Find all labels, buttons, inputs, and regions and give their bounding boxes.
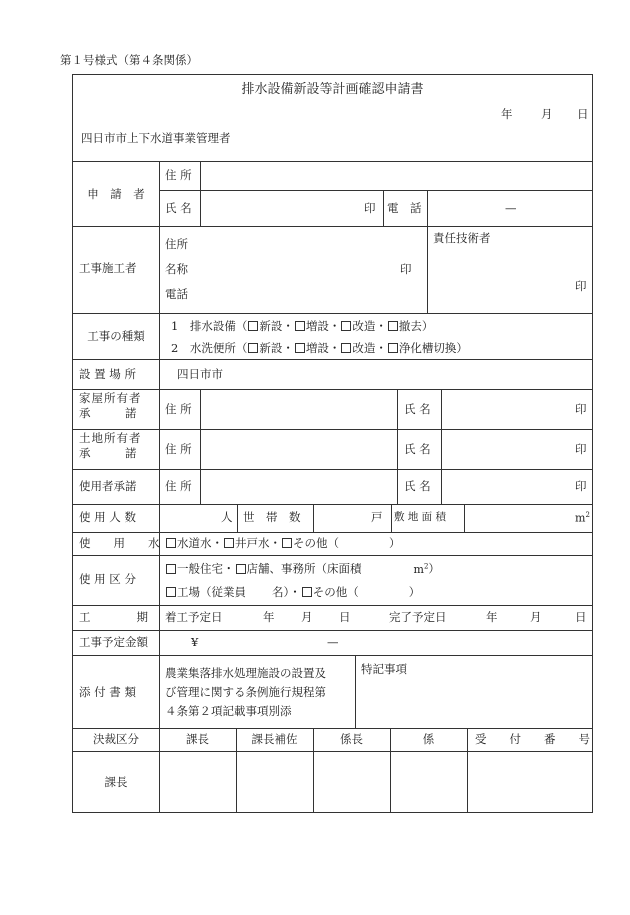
engineer-seal: 印 (575, 279, 587, 293)
engineer-label: 責任技術者 (433, 231, 491, 245)
cost-heading: 工事予定金額 (79, 635, 148, 649)
contractor-address-label: 住所 (165, 237, 188, 251)
rule-approval-header-bottom (73, 751, 592, 752)
rule-worktype-bottom (73, 359, 592, 360)
site-area-unit: $m^2$ (575, 511, 590, 525)
rule-water-bottom (73, 555, 592, 556)
rule-usage-4 (464, 504, 465, 532)
land-owner-seal: 印 (575, 442, 587, 456)
user-consent-heading: 使用者承諾 (79, 479, 137, 493)
house-owner-address-label: 住 所 (165, 402, 192, 416)
checkbox-modify[interactable] (341, 343, 351, 353)
user-seal: 印 (575, 479, 587, 493)
yen-sign: ¥ (191, 635, 199, 649)
checkbox-category-other[interactable] (302, 587, 312, 597)
usage-count-heading: 使 用 人 数 (79, 510, 136, 524)
rule-owner3-bottom (73, 504, 592, 505)
applicant-phone-label: 電 話 (387, 201, 422, 215)
period-heading: 工 期 (79, 610, 148, 624)
date-month-label: 月 (541, 107, 553, 121)
approval-col-staff: 係 (422, 732, 435, 746)
land-owner-name-label: 氏 名 (404, 442, 431, 456)
rule-cost-bottom (73, 655, 592, 656)
checkbox-new[interactable] (248, 321, 258, 331)
start-year: 年 (263, 610, 275, 624)
use-category-line2: 工場（従業員 名）・ その他（ ） (165, 587, 420, 599)
approval-col-section-chief: 課長 (186, 732, 209, 746)
user-name-label: 氏 名 (404, 479, 431, 493)
rule-location-bottom (73, 389, 592, 390)
checkbox-well-water[interactable] (224, 538, 234, 548)
applicant-seal: 印 (364, 201, 376, 215)
worktype-heading: 工事の種類 (87, 329, 145, 343)
checkbox-septic-switch[interactable] (388, 343, 398, 353)
rule-applicant-mid (159, 190, 592, 191)
worktype-flush-toilet: 2 水洗便所（ 新設・ 増設・ 改造・ 浄化槽切換） (171, 341, 468, 355)
land-owner-heading: 土地所有者 承 諾 (79, 431, 142, 460)
rule-contractor-split (427, 226, 428, 313)
rule-usage-bottom (73, 532, 592, 533)
rule-usage-1 (237, 504, 238, 532)
end-date-label: 完了予定日 (389, 610, 447, 624)
rule-applicant-sublabel (200, 161, 201, 226)
user-address-label: 住 所 (165, 479, 192, 493)
contractor-phone-label: 電話 (165, 287, 188, 301)
checkbox-tap-water[interactable] (166, 538, 176, 548)
end-day: 日 (575, 610, 587, 624)
rule-owner2-bottom (73, 469, 592, 470)
end-year: 年 (486, 610, 498, 624)
house-owner-seal: 印 (575, 402, 587, 416)
receipt-number-label: 受 付 番 号 (475, 732, 590, 746)
households-unit: 戸 (371, 510, 383, 524)
checkbox-remove[interactable] (388, 321, 398, 331)
use-category-line1: 一般住宅・ 店舗、事務所（床面積 $m^2$） (165, 563, 440, 575)
start-date-label: 着工予定日 (165, 610, 223, 624)
checkbox-shop-office[interactable] (236, 564, 246, 574)
rule-header-bottom (73, 161, 592, 162)
rule-owner-name-right (441, 389, 442, 504)
approval-row-label: 課長 (104, 775, 128, 789)
location-heading: 設 置 場 所 (79, 367, 136, 381)
checkbox-add[interactable] (295, 321, 305, 331)
households-label: 世 帯 数 (243, 510, 301, 524)
contractor-seal: 印 (400, 262, 412, 276)
contractor-heading: 工事施工者 (79, 261, 137, 275)
checkbox-factory[interactable] (166, 587, 176, 597)
rule-owner-sublabel (200, 389, 201, 504)
land-owner-address-label: 住 所 (165, 442, 192, 456)
water-heading: 使 用 水 (79, 536, 160, 550)
site-area-label: 敷 地 面 積 (394, 511, 447, 523)
rule-owner-name-left (397, 389, 398, 504)
notes-label: 特記事項 (361, 662, 407, 676)
approval-col-deputy-chief: 課長補佐 (251, 732, 298, 746)
attachments-heading: 添 付 書 類 (79, 685, 136, 699)
rule-applicant-bottom (73, 226, 592, 227)
form-number-label: 第１号様式（第４条関係） (60, 53, 198, 67)
addressee: 四日市市上下水道事業管理者 (81, 131, 231, 145)
date-day-label: 日 (577, 107, 589, 121)
applicant-address-label: 住 所 (165, 168, 192, 182)
checkbox-modify[interactable] (341, 321, 351, 331)
end-month: 月 (530, 610, 542, 624)
contractor-name-label: 名称 (165, 262, 188, 276)
applicant-name-label: 氏 名 (165, 201, 192, 215)
house-owner-name-label: 氏 名 (404, 402, 431, 416)
checkbox-new[interactable] (248, 343, 258, 353)
rule-attach-bottom (73, 728, 592, 729)
form-title: 排水設備新設等計画確認申請書 (241, 82, 424, 97)
checkbox-add[interactable] (295, 343, 305, 353)
start-day: 日 (339, 610, 351, 624)
rule-period-bottom (73, 630, 592, 631)
checkbox-water-other[interactable] (282, 538, 292, 548)
rule-applicant-phone-left (383, 190, 384, 226)
application-form (72, 74, 593, 813)
rule-usage-3 (391, 504, 392, 532)
cost-dash: — (327, 635, 339, 649)
worktype-drainage: 1 排水設備（ 新設・ 増設・ 改造・ 撤去） (171, 319, 434, 333)
checkbox-residence[interactable] (166, 564, 176, 574)
rule-contractor-bottom (73, 313, 592, 314)
rule-approval-4 (467, 728, 468, 812)
rule-label-column (159, 161, 160, 728)
attachments-text: 農業集落排水処理施設の設置及 び管理に関する条例施行規程第 ４条第２項記載事項別添 (165, 666, 326, 718)
rule-owner1-bottom (73, 429, 592, 430)
rule-usage-2 (313, 504, 314, 532)
people-unit: 人 (221, 510, 233, 524)
applicant-heading: 申 請 者 (87, 187, 145, 201)
date-year-label: 年 (501, 107, 513, 121)
rule-attach-split (355, 655, 356, 728)
approval-heading: 決裁区分 (93, 732, 139, 746)
house-owner-heading: 家屋所有者 承 諾 (79, 391, 142, 420)
water-options: 水道水・ 井戸水・ その他（ ） (165, 538, 401, 550)
location-value: 四日市市 (177, 367, 223, 381)
approval-col-subsection-chief: 係長 (340, 732, 363, 746)
start-month: 月 (301, 610, 313, 624)
rule-category-bottom (73, 605, 592, 606)
applicant-phone-separator: — (505, 201, 517, 215)
rule-applicant-phone-right (427, 190, 428, 226)
use-category-heading: 使 用 区 分 (79, 572, 136, 586)
